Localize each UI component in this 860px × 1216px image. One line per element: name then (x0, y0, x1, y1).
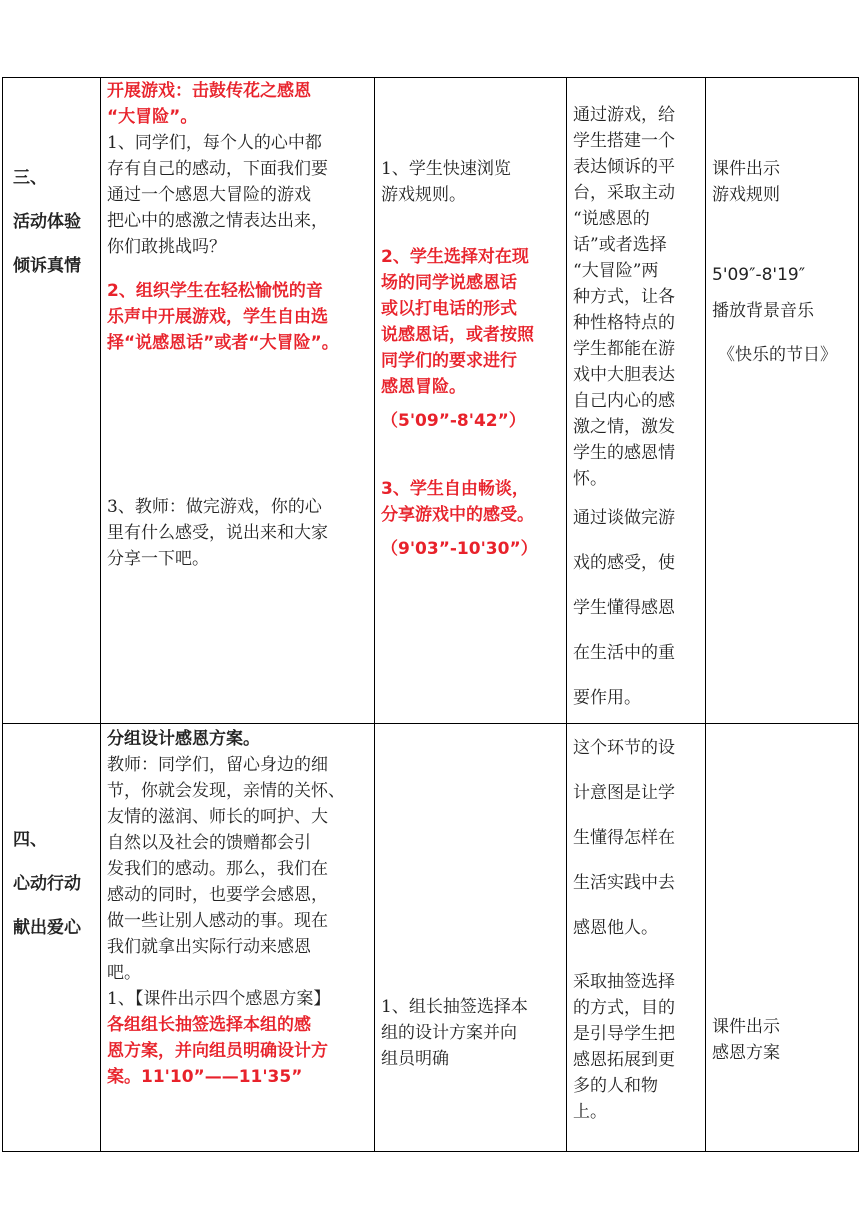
intent-text: 话”或者选择 (573, 235, 667, 255)
student-highlight: 同学们的要求进行 (381, 351, 517, 371)
intent-text: 通过谈做完游 (573, 508, 675, 528)
intent-text: 表达倾诉的平 (573, 157, 675, 177)
teacher-text: 把心中的感激之情表达出来， (107, 211, 328, 231)
section-3-teacher-cell (101, 78, 375, 724)
intent-text: 学生的感恩情 (573, 443, 675, 463)
intent-text: 台，采取主动 (573, 183, 675, 203)
intent-text: 采取抽签选择 (573, 972, 675, 992)
teacher-text: 1、【课件出示四个感恩方案】 (107, 989, 331, 1009)
media-text: 课件出示 (712, 159, 780, 179)
teacher-text: 吧。 (107, 963, 141, 983)
intent-text: “说感恩的 (573, 209, 650, 229)
game-title: “大冒险”。 (107, 107, 198, 127)
teacher-text: 发我们的感动。那么，我们在 (107, 859, 328, 879)
section-4-number: 四、 (13, 830, 47, 850)
intent-text: 的方式，目的 (573, 998, 675, 1018)
intent-text: 自己内心的感 (573, 391, 675, 411)
student-text: 游戏规则。 (381, 185, 466, 205)
teacher-text: 感动的同时，也要学会感恩， (107, 885, 328, 905)
teacher-text: 里有什么感受，说出来和大家 (107, 523, 328, 543)
activity-title: 分组设计感恩方案。 (107, 729, 260, 749)
student-highlight: 说感恩话，或者按照 (381, 325, 534, 345)
student-text: 组的设计方案并向 (381, 1023, 517, 1043)
game-title: 开展游戏：击鼓传花之感恩 (107, 81, 311, 101)
media-text: 播放背景音乐 (712, 301, 814, 321)
section-3-title-2: 倾诉真情 (13, 256, 81, 276)
student-highlight: 分享游戏中的感受。 (381, 505, 534, 525)
teacher-text: 3、教师：做完游戏，你的心 (107, 497, 322, 517)
teacher-text: 通过一个感恩大冒险的游戏 (107, 185, 311, 205)
media-text: 游戏规则 (712, 185, 780, 205)
section-3-media-cell (706, 78, 859, 724)
intent-text: 感恩拓展到更 (573, 1050, 675, 1070)
intent-text: 上。 (573, 1102, 607, 1122)
section-4-row (3, 724, 859, 1152)
intent-text: 戏中大胆表达 (573, 365, 675, 385)
intent-text: 学生都能在游 (573, 339, 675, 359)
section-4-teacher-cell (101, 724, 375, 1152)
intent-text: 通过游戏，给 (573, 105, 675, 125)
lesson-plan-table (2, 77, 859, 1152)
teacher-highlight: 案。11'10”——11'35” (107, 1067, 303, 1087)
intent-text: 种方式，让各 (573, 287, 675, 307)
teacher-text: 做一些让别人感动的事。现在 (107, 911, 328, 931)
intent-text: 戏的感受，使 (573, 553, 675, 573)
teacher-highlight: 各组组长抽签选择本组的感 (107, 1015, 311, 1035)
time-range: （9'03”-10'30”） (381, 539, 538, 559)
teacher-highlight: 2、组织学生在轻松愉悦的音 (107, 281, 323, 301)
intent-text: “大冒险”两 (573, 261, 659, 281)
section-3-label-cell (3, 78, 101, 724)
intent-text: 感恩他人。 (573, 918, 658, 938)
time-range: （5'09”-8'42”） (381, 411, 526, 431)
teacher-text: 我们就拿出实际行动来感恩 (107, 937, 311, 957)
section-3-number: 三、 (13, 168, 47, 188)
section-4-title-1: 心动行动 (13, 874, 81, 894)
intent-text: 学生懂得感恩 (573, 598, 675, 618)
student-highlight: 感恩冒险。 (381, 377, 466, 397)
intent-text: 在生活中的重 (573, 643, 675, 663)
song-title: 《快乐的节日》 (718, 345, 837, 365)
teacher-highlight: 择“说感恩话”或者“大冒险”。 (107, 333, 339, 353)
section-4-student-cell (375, 724, 567, 1152)
student-text: 组员明确 (381, 1049, 449, 1069)
intent-text: 计意图是让学 (573, 783, 675, 803)
media-time: 5'09″-8'19″ (712, 265, 806, 285)
student-highlight: 2、学生选择对在现 (381, 247, 529, 267)
intent-text: 要作用。 (573, 688, 641, 708)
intent-text: 是引导学生把 (573, 1024, 675, 1044)
teacher-text: 分享一下吧。 (107, 549, 209, 569)
student-highlight: 或以打电话的形式 (381, 299, 517, 319)
section-4-intent-cell (567, 724, 706, 1152)
student-text: 1、学生快速浏览 (381, 159, 511, 179)
student-highlight: 3、学生自由畅谈， (381, 479, 529, 499)
section-3-title-1: 活动体验 (13, 212, 81, 232)
section-3-student-cell (375, 78, 567, 724)
intent-text: 怀。 (573, 469, 607, 489)
section-4-title-2: 献出爱心 (13, 918, 81, 938)
section-3-intent-cell (567, 78, 706, 724)
teacher-text: 存有自己的感动，下面我们要 (107, 159, 328, 179)
teacher-text: 友情的滋润、师长的呵护、大 (107, 807, 328, 827)
section-4-label-cell (3, 724, 101, 1152)
student-highlight: 场的同学说感恩话 (381, 273, 517, 293)
teacher-text: 你们敢挑战吗？ (107, 237, 226, 257)
intent-text: 生懂得怎样在 (573, 828, 675, 848)
media-text: 课件出示 (712, 1017, 780, 1037)
intent-text: 多的人和物 (573, 1076, 658, 1096)
intent-text: 这个环节的设 (573, 738, 675, 758)
media-text: 感恩方案 (712, 1043, 780, 1063)
intent-text: 激之情，激发 (573, 417, 675, 437)
intent-text: 学生搭建一个 (573, 131, 675, 151)
intent-text: 种性格特点的 (573, 313, 675, 333)
section-4-media-cell (706, 724, 859, 1152)
teacher-text: 教师：同学们，留心身边的细 (107, 755, 328, 775)
teacher-highlight: 恩方案，并向组员明确设计方 (107, 1041, 328, 1061)
teacher-text: 自然以及社会的馈赠都会引 (107, 833, 311, 853)
teacher-text: 节，你就会发现，亲情的关怀、 (107, 781, 345, 801)
teacher-text: 1、同学们，每个人的心中都 (107, 133, 322, 153)
section-3-row (3, 78, 859, 724)
teacher-highlight: 乐声中开展游戏，学生自由选 (107, 307, 328, 327)
intent-text: 生活实践中去 (573, 873, 675, 893)
student-text: 1、组长抽签选择本 (381, 997, 528, 1017)
